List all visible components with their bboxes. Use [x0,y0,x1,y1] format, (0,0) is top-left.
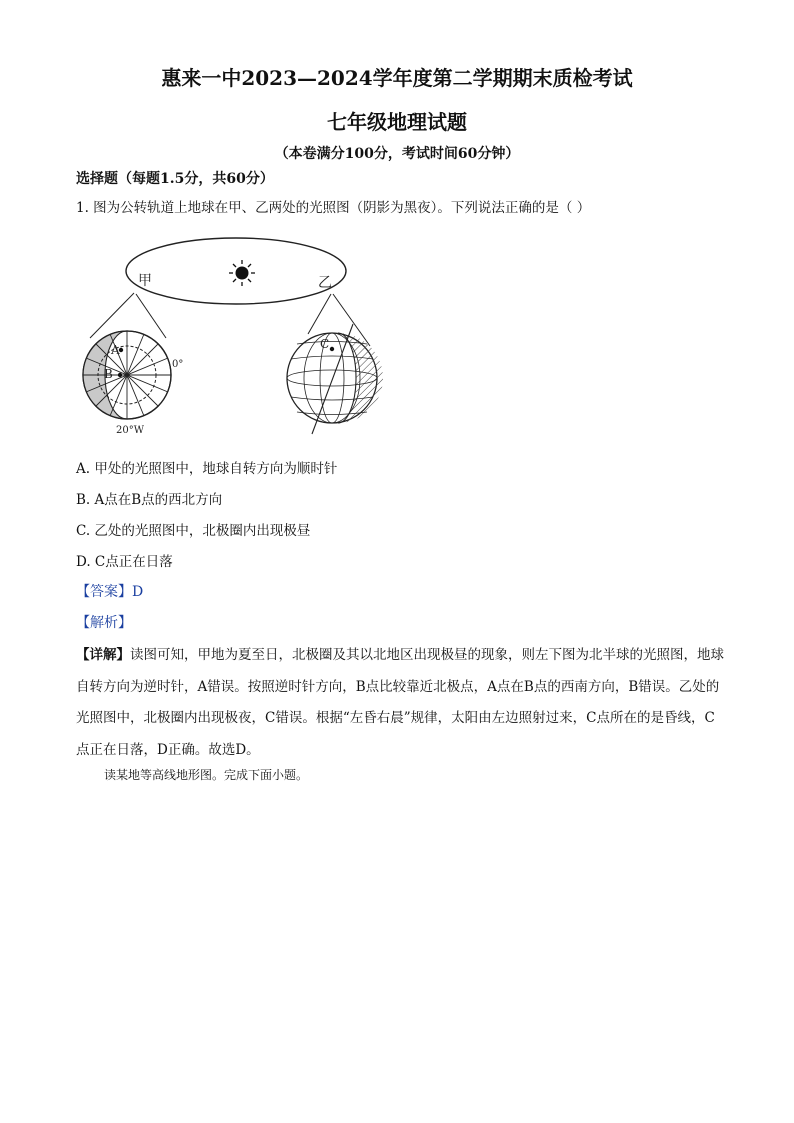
globe-jia [83,331,183,436]
exam-title: 惠来一中2023—2024学年度第二学期期末质检考试 [161,66,633,90]
analysis-lead: 【详解】 [76,647,130,663]
analysis-paragraph [76,640,726,766]
orbit-illumination-figure [76,226,386,438]
exam-info: （本卷满分100分，考试时间60分钟） [274,146,520,162]
label-0: 0° [172,359,184,370]
section-heading: 选择题（每题1.5分，共60分） [76,171,274,187]
option-a: A. 甲处的光照图中，地球自转方向为顺时针 [76,461,338,477]
next-question-note: 读某地等高线地形图。完成下面小题。 [104,768,309,782]
label-jia: 甲 [138,273,152,289]
label-b: B [104,367,113,381]
option-b: B. A点在B点的西北方向 [76,492,223,508]
label-c: C [320,337,330,351]
analysis-tag: 【解析】 [76,615,132,631]
question-stem: 1. 图为公转轨道上地球在甲、乙两处的光照图（阴影为黑夜）。下列说法正确的是（ ） [76,200,591,216]
label-20w: 20°W [116,425,145,436]
analysis-body: 读图可知，甲地为夏至日，北极圈及其以北地区出现极昼的现象，则左下图为北半球的光照图，地球自转方向为逆时针，A错误。按照逆时针方向，B点比较靠近北极点，A点在B点的西南方向，B错误。乙处的光照图中，北极圈内出现极夜，C错误。根据“左昏右晨”规律，太阳由左边照射过来，C点所在的是昏线，C点正在日落，D正确。故选D。 [76,647,724,758]
option-c: C. 乙处的光照图中，北极圈内出现极昼 [76,523,311,539]
globe-yi [287,324,383,434]
label-yi: 乙 [318,275,332,291]
label-a: A [111,343,120,357]
answer-tag: 【答案】D [76,584,144,600]
option-d: D. C点正在日落 [76,554,173,570]
exam-subtitle: 七年级地理试题 [327,110,467,134]
sun-icon [229,260,255,286]
